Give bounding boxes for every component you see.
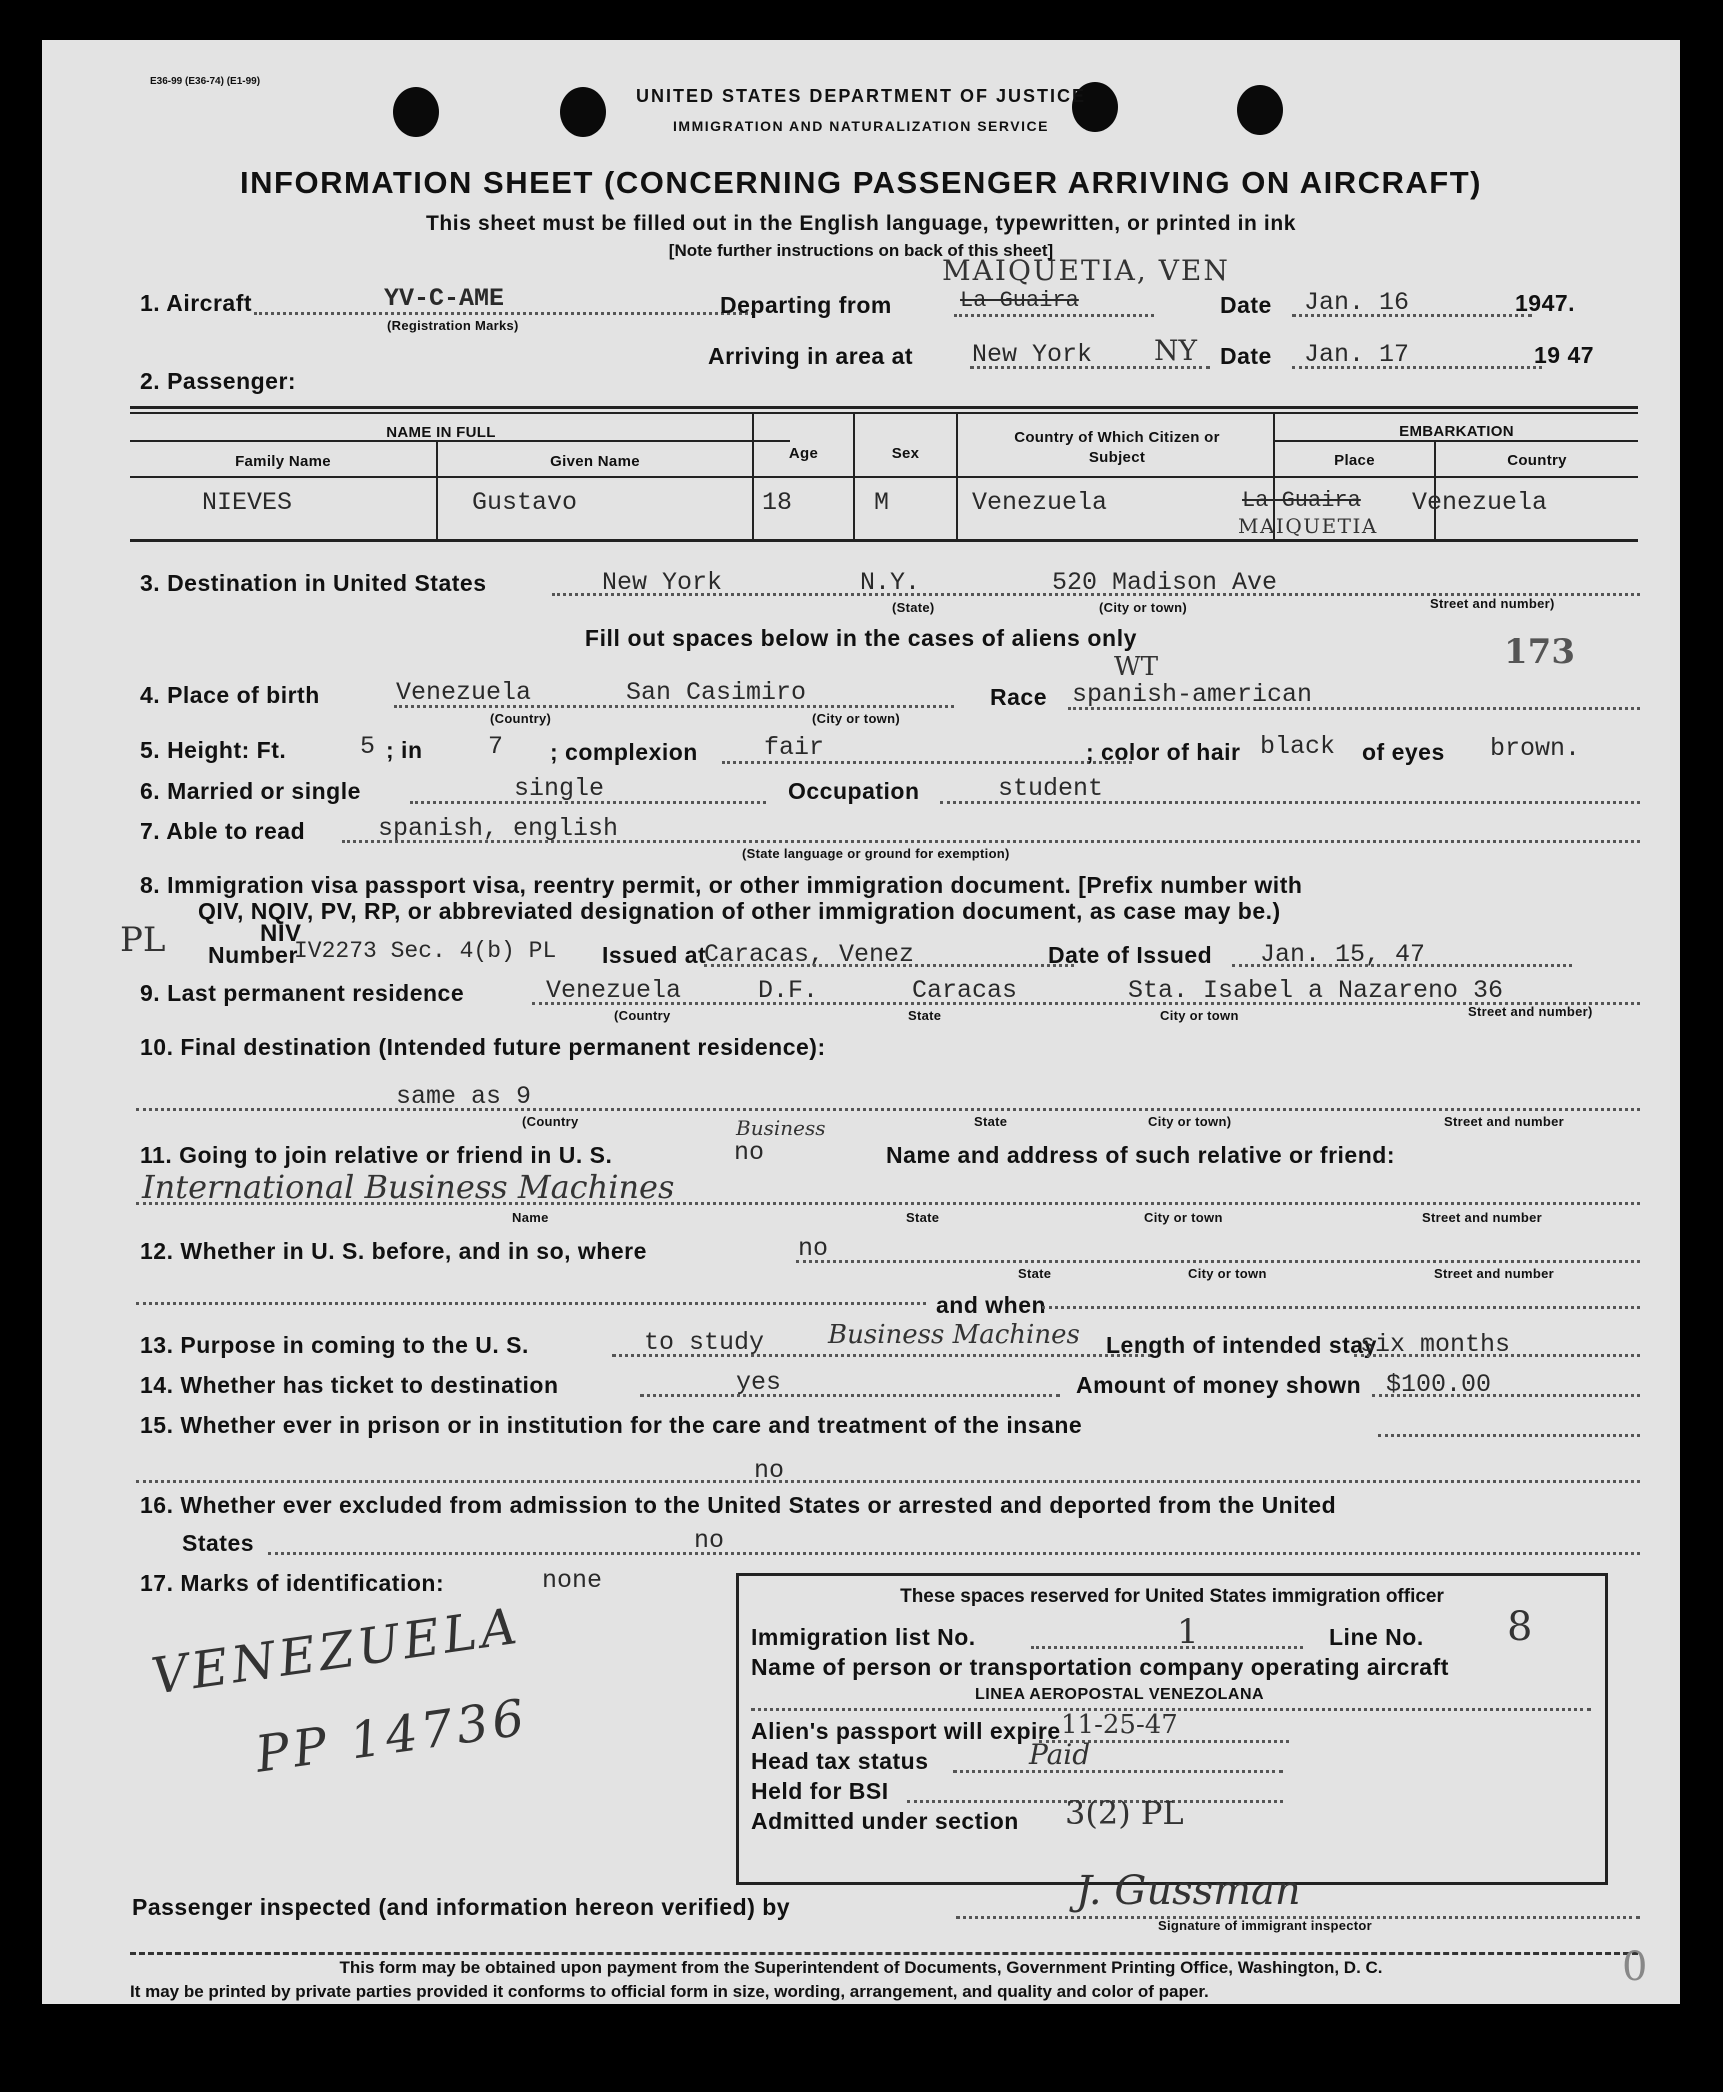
dotted-line <box>136 1302 926 1305</box>
hair-value: black <box>1260 732 1336 761</box>
residence-street-caption: Street and number) <box>1468 1004 1593 1019</box>
passenger-label: 2. Passenger: <box>140 368 297 394</box>
residence-country: Venezuela <box>546 976 682 1005</box>
before-city-caption: City or town <box>1188 1266 1267 1281</box>
destination-street-caption: Street and number) <box>1430 596 1555 611</box>
dotted-line <box>1372 1394 1640 1397</box>
prison-value: no <box>754 1456 785 1485</box>
visa-number-label: Number <box>208 942 298 968</box>
height-in-label: ; in <box>386 737 423 763</box>
birth-label: 4. Place of birth <box>140 682 320 708</box>
headtax-label: Head tax status <box>751 1748 929 1774</box>
destination-street: 520 Madison Ave <box>1052 568 1278 597</box>
table-rule <box>956 412 958 539</box>
header-family-name: Family Name <box>235 453 331 470</box>
dotted-line <box>268 1552 1640 1555</box>
table-rule <box>130 412 1638 414</box>
stamp-number: 173 <box>1504 632 1575 672</box>
dotted-line <box>1292 366 1542 369</box>
dotted-line <box>1292 314 1532 317</box>
join-city-caption: City or town <box>1144 1210 1223 1225</box>
bsi-label: Held for BSI <box>751 1778 889 1804</box>
join-name-caption: Name <box>512 1210 549 1225</box>
dotted-line <box>704 964 1074 967</box>
marks-value: none <box>542 1566 603 1595</box>
arriving-date: Jan. 17 <box>1304 340 1410 369</box>
company-value: LINEA AEROPOSTAL VENEZOLANA <box>975 1686 1265 1703</box>
purpose-value: to study <box>644 1328 765 1357</box>
race-label-text: Race <box>990 684 1047 710</box>
place-struck: La Guaira <box>1242 488 1361 513</box>
header-place: Place <box>1334 452 1375 469</box>
form-codes: E36-99 (E36-74) (E1-99) <box>150 76 261 87</box>
final-state-caption: State <box>974 1114 1008 1129</box>
passport-value: 11-25-47 <box>1061 1710 1178 1740</box>
arriving-place: New York <box>972 340 1093 369</box>
read-caption: (State language or ground for exemption) <box>742 846 1010 861</box>
visa-issued-label: Issued at <box>602 942 707 968</box>
join-street-caption: Street and number <box>1422 1210 1542 1225</box>
height-label: 5. Height: Ft. <box>140 737 287 763</box>
complexion-value: fair <box>764 733 825 762</box>
header-embarkation: EMBARKATION <box>1399 423 1514 440</box>
footer-rule <box>130 1952 1638 1955</box>
table-rule <box>752 412 754 539</box>
dotted-line <box>640 1394 1060 1397</box>
eyes-value: brown. <box>1490 734 1581 763</box>
header-emb-country: Country <box>1507 452 1567 469</box>
destination-state: N.Y. <box>860 568 921 597</box>
destination-city: New York <box>602 568 723 597</box>
destination-city-caption: (City or town) <box>1099 600 1187 615</box>
list-value: 1 <box>1177 1612 1199 1652</box>
header-age: Age <box>788 445 819 462</box>
sex-value: M <box>874 488 890 517</box>
corner-mark: 0 <box>1622 1944 1648 1990</box>
dotted-line <box>136 1480 1640 1483</box>
dotted-line <box>1378 1434 1640 1437</box>
read-value: spanish, english <box>378 814 619 843</box>
ticket-label: 14. Whether has ticket to destination <box>140 1372 559 1398</box>
visa-issued-at: Caracas, Venez <box>704 940 915 969</box>
before-when-label: and when <box>936 1292 1047 1318</box>
admitted-value: 3(2) PL <box>1065 1794 1184 1832</box>
inspected-label: Passenger inspected (and information hereon verified) by <box>132 1894 791 1920</box>
marks-label: 17. Marks of identification: <box>140 1570 445 1596</box>
final-destination-value: same as 9 <box>396 1082 532 1111</box>
departing-date-label: Date <box>1220 292 1272 318</box>
before-state-caption: State <box>1018 1266 1052 1281</box>
arriving-label: Arriving in area at <box>708 343 914 369</box>
residence-country-caption: (Country <box>614 1008 671 1023</box>
age-value: 18 <box>762 488 793 517</box>
aliens-heading: Fill out spaces below in the cases of aliens only <box>584 625 1138 651</box>
occupation-value: student <box>998 774 1104 803</box>
stay-label: Length of intended stay <box>1106 1332 1377 1358</box>
birth-city: San Casimiro <box>626 678 807 707</box>
table-rule <box>130 539 1638 542</box>
visa-line2: QIV, NQIV, PV, RP, or abbreviated designation of other immigration document, as case may be.) <box>198 898 1281 924</box>
arriving-date-label: Date <box>1220 343 1272 369</box>
marks-handwritten-1: VENEZUELA <box>147 1596 524 1706</box>
race-handwritten: WT <box>1114 652 1159 682</box>
hair-label: ; color of hair <box>1086 739 1241 765</box>
passport-label: Alien's passport will expire <box>751 1718 1061 1744</box>
visa-number: IV2273 Sec. 4(b) PL <box>294 938 557 964</box>
departing-handwritten: MAIQUETIA, VEN <box>942 254 1230 287</box>
aircraft-registration: YV-C-AME <box>384 284 505 313</box>
visa-date: Jan. 15, 47 <box>1260 940 1426 969</box>
residence-city: Caracas <box>912 976 1018 1005</box>
departing-date: Jan. 16 <box>1304 288 1410 317</box>
place-handwritten: MAIQUETIA <box>1238 514 1378 538</box>
visa-line1: 8. Immigration visa passport visa, reentry permit, or other immigration document. [Prefix number with <box>140 872 1303 898</box>
aircraft-label: 1. Aircraft <box>140 290 253 316</box>
before-value: no <box>798 1234 829 1263</box>
officer-heading: These spaces reserved for United States immigration officer <box>900 1586 1444 1607</box>
residence-street: Sta. Isabel a Nazareno 36 <box>1128 976 1504 1005</box>
dotted-line <box>953 1770 1283 1773</box>
join-value: no <box>734 1138 765 1167</box>
eyes-label: of eyes <box>1362 739 1445 765</box>
occupation-label: Occupation <box>788 778 920 804</box>
purpose-label: 13. Purpose in coming to the U. S. <box>140 1332 529 1358</box>
agency-name: UNITED STATES DEPARTMENT OF JUSTICE <box>635 86 1086 106</box>
departing-label: Departing from <box>720 292 892 318</box>
visa-date-label: Date of Issued <box>1048 942 1213 968</box>
service-name: IMMIGRATION AND NATURALIZATION SERVICE <box>673 118 1049 134</box>
departing-year: 1947. <box>1515 290 1576 316</box>
excluded-line2: States <box>182 1530 255 1556</box>
dotted-line <box>1232 964 1572 967</box>
prison-label: 15. Whether ever in prison or in institution for the care and treatment of the insane <box>140 1412 1083 1438</box>
departing-struck: La Guaira <box>960 288 1079 313</box>
registration-caption: (Registration Marks) <box>387 318 519 333</box>
complexion-label: ; complexion <box>550 739 698 765</box>
money-label: Amount of money shown <box>1076 1372 1362 1398</box>
join-label: 11. Going to join relative or friend in U. S. <box>140 1142 613 1168</box>
residence-city-caption: City or town <box>1160 1008 1239 1023</box>
visa-prefix-handwritten: NIV <box>260 920 302 947</box>
arriving-year: 19 47 <box>1534 342 1595 368</box>
race-value: spanish-american <box>1072 680 1313 709</box>
footer-line2: It may be printed by private parties provided it conforms to official form in size, wording, arrangement, and quality and color of paper. <box>130 1982 1209 2001</box>
arriving-handwritten: NY <box>1154 334 1197 367</box>
stay-value: six months <box>1360 1330 1511 1359</box>
final-street-caption: Street and number <box>1444 1114 1564 1129</box>
friend-handwritten: International Business Machines <box>142 1168 675 1206</box>
before-street-caption: Street and number <box>1434 1266 1554 1281</box>
birth-country: Venezuela <box>396 678 532 707</box>
instruction: This sheet must be filled out in the English language, typewritten, or printed in ink <box>425 212 1297 235</box>
destination-label: 3. Destination in United States <box>140 570 487 596</box>
inspector-signature: J. Gussman <box>1076 1868 1301 1914</box>
residence-state: D.F. <box>758 976 819 1005</box>
birth-city-caption: (City or town) <box>812 711 900 726</box>
list-label: Immigration list No. <box>751 1624 976 1650</box>
citizen-value: Venezuela <box>972 488 1108 517</box>
residence-state-caption: State <box>908 1008 942 1023</box>
table-rule <box>130 406 1638 409</box>
header-sex: Sex <box>891 445 920 462</box>
final-city-caption: City or town) <box>1148 1114 1232 1129</box>
final-country-caption: (Country <box>522 1114 579 1129</box>
money-value: $100.00 <box>1386 1370 1492 1399</box>
marital-value: single <box>514 774 605 803</box>
signature-caption: Signature of immigrant inspector <box>1158 1918 1373 1933</box>
header-name-in-full: NAME IN FULL <box>386 424 496 441</box>
marks-handwritten-2: PP 14736 <box>251 1688 532 1784</box>
join-name-label: Name and address of such relative or friend: <box>886 1142 1395 1168</box>
purpose-handwritten: Business Machines <box>828 1320 1080 1350</box>
ticket-value: yes <box>736 1368 782 1397</box>
destination-state-caption: (State) <box>892 600 935 615</box>
dotted-line <box>796 1260 1640 1263</box>
visa-margin-handwritten: PL <box>120 920 166 960</box>
line-label: Line No. <box>1329 1624 1424 1650</box>
headtax-value: Paid <box>1029 1738 1091 1771</box>
dotted-line <box>1354 1354 1640 1357</box>
excluded-line1: 16. Whether ever excluded from admission to the United States or arrested and deported from the United <box>140 1492 1337 1518</box>
marital-label: 6. Married or single <box>140 778 361 804</box>
before-label: 12. Whether in U. S. before, and in so, where <box>140 1238 647 1264</box>
company-label: Name of person or transportation company operating aircraft <box>751 1654 1449 1680</box>
height-ft: 5 <box>360 732 376 761</box>
height-inches: 7 <box>488 732 504 761</box>
header-given-name: Given Name <box>550 453 640 470</box>
officer-box <box>736 1573 1608 1885</box>
table-rule <box>130 476 1638 478</box>
table-rule <box>1274 440 1638 442</box>
family-name: NIEVES <box>202 488 293 517</box>
emb-country-value: Venezuela <box>1412 488 1548 517</box>
form-page <box>42 40 1680 2004</box>
header-citizen-country: Country of Which Citizen or Subject <box>1014 429 1220 466</box>
form-title: INFORMATION SHEET (CONCERNING PASSENGER ARRIVING ON AIRCRAFT) <box>240 165 1482 200</box>
instruction-note: [Note further instructions on back of this sheet] <box>668 241 1054 260</box>
join-state-caption: State <box>906 1210 940 1225</box>
read-label: 7. Able to read <box>140 818 306 844</box>
given-name: Gustavo <box>472 488 578 517</box>
residence-label: 9. Last permanent residence <box>140 980 465 1006</box>
table-rule <box>853 412 855 539</box>
admitted-label: Admitted under section <box>751 1808 1019 1834</box>
join-handwritten: Business <box>736 1116 826 1140</box>
dotted-line <box>954 314 1154 317</box>
final-destination-label: 10. Final destination (Intended future permanent residence): <box>140 1034 826 1060</box>
excluded-value: no <box>694 1526 725 1555</box>
dotted-line <box>1031 1646 1303 1649</box>
footer-line1: This form may be obtained upon payment from the Superintendent of Documents, Government Printing Office, Washington, D. C. <box>339 1958 1383 1977</box>
line-value: 8 <box>1507 1604 1533 1650</box>
dotted-line <box>1042 1306 1640 1309</box>
birth-country-caption: (Country) <box>490 711 552 726</box>
dotted-line <box>136 1108 1640 1111</box>
